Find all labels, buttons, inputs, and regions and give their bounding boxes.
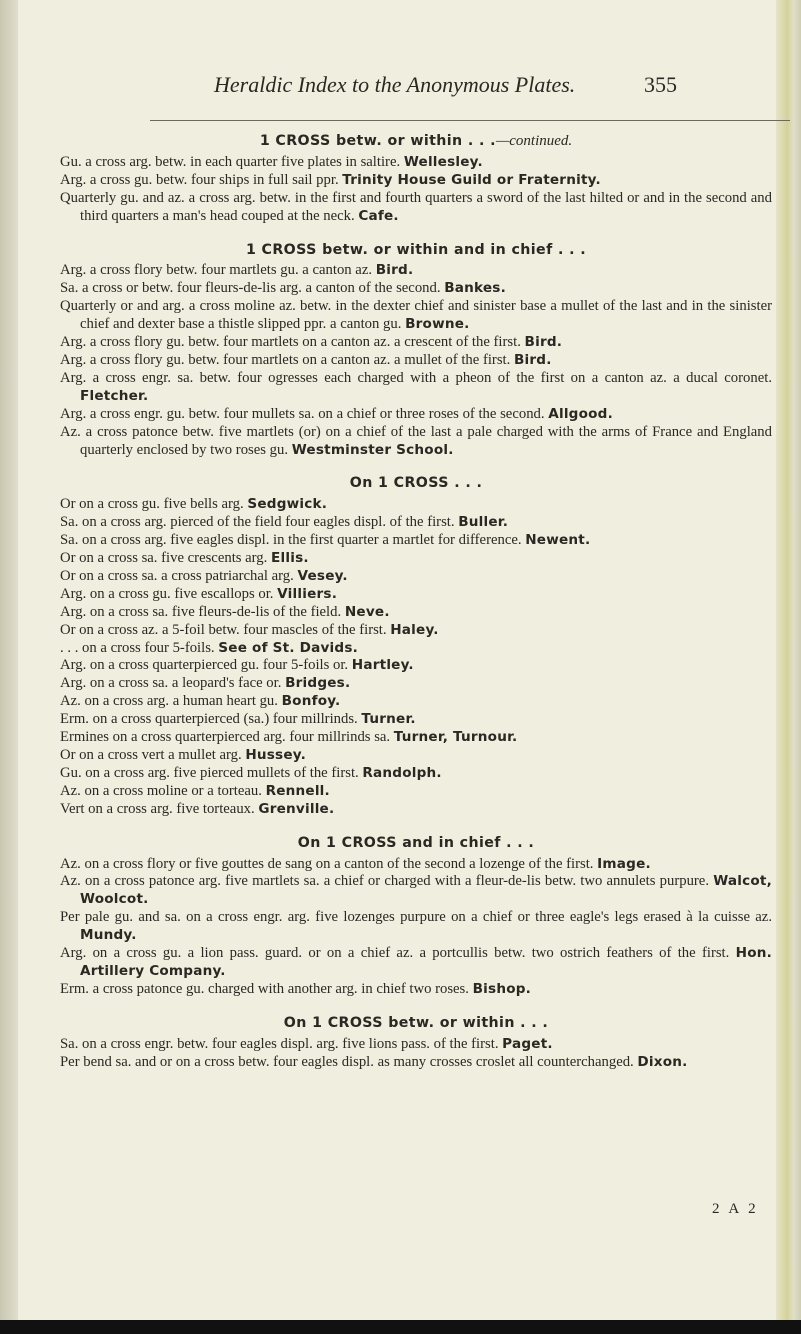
blazon-text: Erm. a cross patonce gu. charged with another arg. in chief two roses. [60, 980, 469, 997]
blazon-text: Arg. on a cross gu. five escallops or. [60, 585, 274, 602]
section-heading-text: On 1 CROSS and in chief . . . [297, 834, 535, 851]
header-title: Heraldic Index to the Anonymous Plates. [214, 72, 576, 97]
index-entry [60, 280, 772, 298]
bearer-name: See of St. Davids. [218, 639, 358, 656]
blazon-text: Sa. a cross or betw. four fleurs-de-lis arg. a canton of the second. [60, 280, 441, 297]
signature-mark: 2 A 2 [712, 1201, 759, 1217]
index-entry [60, 1054, 772, 1072]
index-entry [60, 1036, 772, 1054]
section-heading-text: 1 CROSS betw. or within . . . [259, 133, 496, 149]
bearer-name: Hartley. [351, 657, 414, 674]
bearer-name: Ellis. [271, 550, 309, 567]
bearer-name: Hon. Artillery Company. [80, 945, 772, 979]
index-entry [60, 424, 772, 460]
index-entry [60, 532, 772, 550]
bearer-name: Randolph. [362, 764, 442, 781]
section-heading-suffix: —continued. [495, 133, 573, 149]
index-entry [60, 154, 772, 172]
blazon-text: Or on a cross az. a 5-foil betw. four mascles of the first. [60, 621, 387, 638]
bearer-name: Mundy. [80, 927, 137, 944]
blazon-text: Gu. on a cross arg. five pierced mullets of the first. [60, 764, 359, 781]
blazon-text: Sa. on a cross arg. five eagles displ. in the first quarter a martlet for difference. [60, 532, 522, 549]
index-entry [60, 190, 772, 226]
bearer-name: Vesey. [297, 567, 348, 584]
index-entry [60, 496, 772, 514]
index-entry [60, 856, 772, 874]
blazon-text: Ermines on a cross quarterpierced arg. four millrinds sa. [60, 729, 391, 746]
page-number: 355 [644, 72, 677, 97]
index-entry [60, 172, 772, 190]
section-heading [60, 133, 772, 151]
bearer-name: Rennell. [265, 782, 330, 799]
bearer-name: Dixon. [637, 1053, 688, 1070]
bearer-name: Bridges. [285, 675, 351, 692]
index-entry [60, 747, 772, 765]
bearer-name: Bishop. [472, 980, 532, 997]
bearer-name: Turner, Turnour. [393, 729, 518, 746]
bearer-name: Hussey. [245, 747, 306, 763]
index-entry [60, 675, 772, 693]
bearer-name: Wellesley. [403, 153, 483, 170]
blazon-text: Az. on a cross moline or a torteau. [60, 782, 262, 799]
bearer-name: Newent. [525, 532, 591, 549]
index-entry [60, 586, 772, 604]
blazon-text: Az. on a cross patonce arg. five martlets sa. a chief or charged with a fleur-de-lis betw. two annulets purpure. [60, 873, 709, 890]
blazon-text: . . . on a cross four 5-foils. [60, 639, 215, 656]
blazon-text: Per bend sa. and or on a cross betw. four eagles displ. as many crosses croslet all counterchanged. [60, 1053, 634, 1070]
index-entry [60, 765, 772, 783]
index-entry [60, 622, 772, 640]
index-entry [60, 657, 772, 675]
blazon-text: Erm. on a cross quarterpierced (sa.) four millrinds. [60, 711, 358, 728]
bearer-name: Image. [597, 855, 651, 872]
index-entry [60, 711, 772, 729]
blazon-text: Or on a cross gu. five bells arg. [60, 496, 244, 513]
bearer-name: Bird. [375, 262, 414, 279]
blazon-text: Arg. on a cross sa. a leopard's face or. [60, 675, 282, 692]
index-entry [60, 604, 772, 622]
index-entry [60, 334, 772, 352]
bearer-name: Buller. [458, 514, 509, 531]
index-entry [60, 873, 772, 909]
blazon-text: Arg. a cross engr. gu. betw. four mullets sa. on a chief or three roses of the second. [60, 405, 545, 422]
index-entry [60, 352, 772, 370]
bearer-name: Sedgwick. [247, 496, 328, 513]
blazon-text: Arg. a cross flory gu. betw. four martlets on a canton az. a mullet of the first. [60, 351, 511, 368]
blazon-text: Or on a cross sa. a cross patriarchal arg. [60, 567, 294, 584]
bearer-name: Browne. [405, 316, 470, 333]
blazon-text: Sa. on a cross arg. pierced of the field four eagles displ. of the first. [60, 514, 455, 531]
blazon-text: Quarterly gu. and az. a cross arg. betw. in the first and fourth quarters a sword of the last hilted or and in the second and third quarters a man's head couped at the neck. [60, 189, 772, 224]
bearer-name: Paget. [502, 1035, 553, 1052]
index-entry [60, 514, 772, 532]
bearer-name: Grenville. [258, 800, 335, 817]
bottom-border [0, 1320, 801, 1334]
blazon-text: Quarterly or and arg. a cross moline az. betw. in the dexter chief and sinister base a mullet of the last and in the sinister chief and dexter base a thistle slipped ppr. a canton gu. [60, 298, 772, 333]
section-heading-text: On 1 CROSS . . . [349, 475, 483, 492]
bearer-name: Bird. [524, 334, 563, 351]
section-heading [60, 835, 772, 853]
bearer-name: Fletcher. [80, 387, 149, 404]
section-heading [60, 1015, 772, 1033]
bearer-name: Bird. [513, 351, 552, 368]
blazon-text: Vert on a cross arg. five torteaux. [60, 800, 255, 817]
index-entry [60, 729, 772, 747]
bearer-name: Walcot, Woolcot. [80, 873, 772, 908]
index-entry [60, 406, 772, 424]
bearer-name: Neve. [344, 603, 390, 620]
index-body [60, 125, 772, 1072]
blazon-text: Sa. on a cross engr. betw. four eagles displ. arg. five lions pass. of the first. [60, 1035, 499, 1052]
index-entry [60, 693, 772, 711]
blazon-text: Arg. on a cross quarterpierced gu. four 5-foils or. [60, 657, 349, 674]
page-right-edge [776, 0, 801, 1334]
section-heading-text: 1 CROSS betw. or within and in chief . . . [245, 241, 587, 258]
blazon-text: Per pale gu. and sa. on a cross engr. arg. five lozenges purpure on a chief or three eagle's legs erased à la cuisse az. [60, 909, 772, 926]
index-entry [60, 262, 772, 280]
index-entry [60, 550, 772, 568]
blazon-text: Or on a cross sa. five crescents arg. [60, 550, 268, 567]
index-entry [60, 909, 772, 945]
blazon-text: Az. on a cross arg. a human heart gu. [60, 693, 278, 710]
section-heading [60, 242, 772, 260]
section-heading [60, 475, 772, 493]
blazon-text: Arg. a cross gu. betw. four ships in full sail ppr. [60, 171, 339, 188]
index-entry [60, 568, 772, 586]
blazon-text: Arg. on a cross sa. five fleurs-de-lis of the field. [60, 603, 342, 620]
index-entry [60, 945, 772, 981]
index-entry [60, 370, 772, 406]
section-heading-text: On 1 CROSS betw. or within . . . [283, 1014, 549, 1031]
blazon-text: Or on a cross vert a mullet arg. [60, 747, 242, 763]
blazon-text: Az. a cross patonce betw. five martlets (or) on a chief of the last a pale charged with the arms of France and England quarterly enclosed by two roses gu. [60, 423, 772, 458]
index-entry [60, 981, 772, 999]
bearer-name: Cafe. [358, 207, 399, 224]
bearer-name: Allgood. [548, 405, 613, 422]
bearer-name: Westminster School. [291, 441, 454, 458]
index-entry [60, 801, 772, 819]
blazon-text: Gu. a cross arg. betw. in each quarter five plates in saltire. [60, 153, 401, 170]
blazon-text: Az. on a cross flory or five gouttes de sang on a canton of the second a lozenge of the first. [60, 855, 594, 872]
bearer-name: Villiers. [277, 585, 338, 602]
bearer-name: Trinity House Guild or Fraternity. [342, 171, 601, 188]
bearer-name: Haley. [390, 621, 439, 638]
blazon-text: Arg. a cross flory gu. betw. four martlets on a canton az. a crescent of the first. [60, 334, 521, 351]
page-left-edge [0, 0, 20, 1334]
index-entry [60, 783, 772, 801]
header-rule [150, 120, 790, 121]
index-entry [60, 640, 772, 658]
blazon-text: Arg. on a cross gu. a lion pass. guard. or on a chief az. a portcullis betw. two ostrich feathers of the first. [60, 945, 730, 962]
bearer-name: Bankes. [444, 280, 506, 297]
blazon-text: Arg. a cross flory betw. four martlets gu. a canton az. [60, 262, 373, 279]
blazon-text: Arg. a cross engr. sa. betw. four ogresses each charged with a pheon of the first on a canton az. a ducal coronet. [60, 369, 772, 386]
index-entry [60, 298, 772, 334]
bearer-name: Turner. [361, 711, 416, 728]
bearer-name: Bonfoy. [281, 693, 341, 710]
